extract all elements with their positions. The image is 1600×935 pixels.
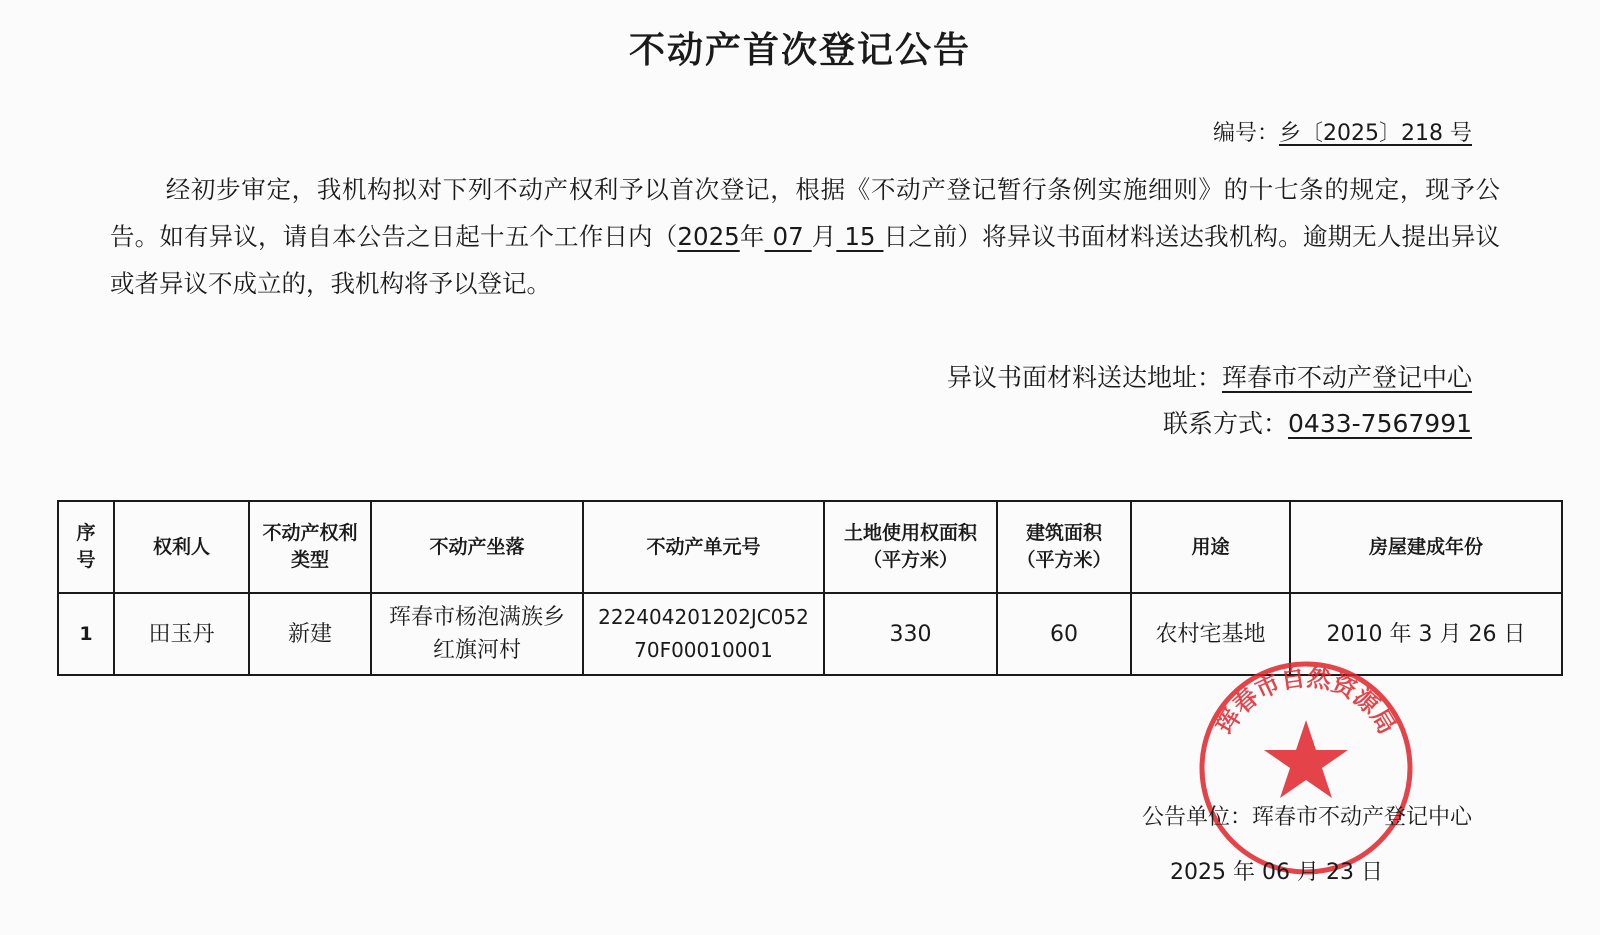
header-building-area: 建筑面积（平方米）	[997, 501, 1131, 593]
issuing-unit-value: 珲春市不动产登记中心	[1251, 805, 1472, 830]
cell-building-area: 60	[997, 593, 1131, 675]
deadline-month-unit: 月	[811, 222, 837, 251]
deadline-month: 07	[764, 222, 812, 251]
document-number-label: 编号：	[1213, 121, 1280, 146]
deadline-day: 15	[836, 222, 884, 251]
seal-text-path: 珲春市自然资源局	[1210, 663, 1402, 739]
header-location: 不动产坐落	[371, 501, 583, 593]
cell-right-type: 新建	[249, 593, 371, 675]
deadline-year: 2025	[677, 222, 740, 251]
header-usage: 用途	[1131, 501, 1290, 593]
table-header-row	[58, 501, 1562, 593]
contact-info	[1163, 404, 1472, 440]
contact-phone: 0433-7567991	[1288, 409, 1472, 438]
cell-unit-number: 222404201202JC05270F00010001	[583, 593, 824, 675]
document-number	[1213, 116, 1472, 147]
objection-address-label: 异议书面材料送达地址：	[946, 363, 1222, 392]
deadline-year-unit: 年	[739, 222, 765, 251]
registration-table	[57, 500, 1563, 676]
header-right-type: 不动产权利类型	[249, 501, 371, 593]
announcement-body	[110, 166, 1500, 307]
body-part2: 日之前）将异议书面材料送达我机构。逾期无人提出异议或者异议不成立的，我机构将予以登记。	[110, 222, 1500, 298]
cell-serial: 1	[58, 593, 114, 675]
header-land-area: 土地使用权面积（平方米）	[824, 501, 997, 593]
cell-built-year: 2010 年 3 月 26 日	[1290, 593, 1562, 675]
document-number-value: 乡〔2025〕218 号	[1279, 121, 1472, 146]
table-row	[58, 593, 1562, 675]
cell-land-area: 330	[824, 593, 997, 675]
header-right-holder: 权利人	[114, 501, 249, 593]
official-seal-icon	[1196, 658, 1416, 878]
header-built-year: 房屋建成年份	[1290, 501, 1562, 593]
issuing-unit	[1142, 800, 1472, 831]
cell-right-holder: 田玉丹	[114, 593, 249, 675]
objection-address	[947, 358, 1472, 394]
contact-label: 联系方式：	[1163, 409, 1289, 438]
cell-location: 珲春市杨泡满族乡红旗河村	[371, 593, 583, 675]
header-serial: 序号	[58, 501, 114, 593]
page-title: 不动产首次登记公告	[628, 30, 971, 71]
body-part1: 经初步审定，我机构拟对下列不动产权利予以首次登记，根据《不动产登记暂行条例实施细则》的十七条的规定，现予公告。如有异议，请自本公告之日起十五个工作日内（	[110, 175, 1500, 251]
objection-address-value: 珲春市不动产登记中心	[1221, 363, 1472, 392]
publication-date: 2025 年 06 月 23 日	[1170, 860, 1383, 885]
issuing-unit-label: 公告单位：	[1141, 805, 1252, 830]
header-unit-number: 不动产单元号	[583, 501, 824, 593]
cell-usage: 农村宅基地	[1131, 593, 1290, 675]
